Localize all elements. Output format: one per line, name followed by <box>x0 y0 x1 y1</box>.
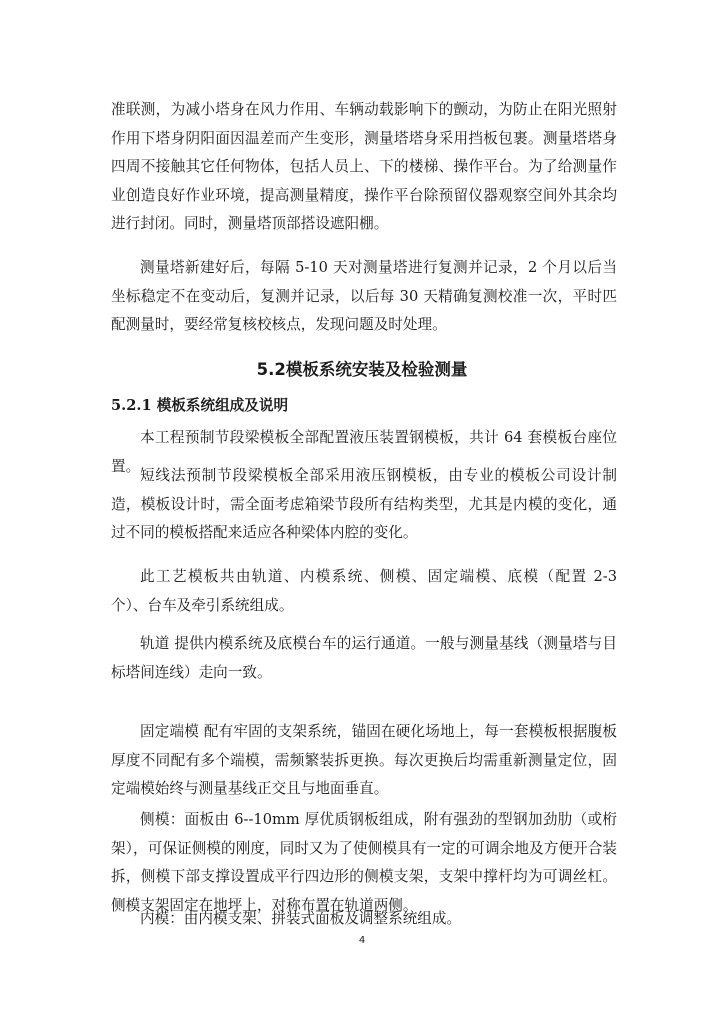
paragraph-formwork-composition: 此工艺模板共由轨道、内模系统、侧模、固定端模、底模（配置 2-3 个）、台车及牵引系统组成。 <box>111 568 617 614</box>
paragraph-side-form: 侧模：面板由 6--10mm 厚优质钢板组成，附有强劲的型钢加劲肋（或桁架），可保证侧模的刚度，同时又为了使侧模具有一定的可调余地及方便开合装拆，侧模下部支撑设置成平行四边形的侧模支架，支架中撑杆均为可调丝杠。侧模支架固定在地坪上，对称布置在轨道两侧。 <box>111 811 617 914</box>
subsection-heading: 5.2.1 模板系统组成及说明 <box>111 397 289 414</box>
paragraph-survey-tower-retest: 测量塔新建好后，每隔 5-10 天对测量塔进行复测并记录，2 个月以后当坐标稳定不在变动后，复测并记录，以后每 30 天精确复测校准一次，平时匹配测量时，要经常复核校核点，发现问题及时处理。 <box>111 259 617 333</box>
paragraph-hydraulic-formwork: 短线法预制节段梁模板全部采用液压钢模板，由专业的模板公司设计制造，模板设计时，需全面考虑箱梁节段所有结构类型，尤其是内模的变化，通过不同的模板搭配来适应各种梁体内腔的变化。 <box>111 467 617 541</box>
paragraph-formwork-count: 本工程预制节段梁模板全部配置液压装置钢模板，共计 64 套模板台座位置。 <box>111 429 617 475</box>
paragraph-survey-tower-protection: 准联测，为减小塔身在风力作用、车辆动载影响下的颤动，为防止在阳光照射作用下塔身阴阳面因温差而产生变形，测量塔塔身采用挡板包裹。测量塔塔身四周不接触其它任何物体，包括人员上、下的楼梯、操作平台。为了给测量作业创造良好作业环境，提高测量精度，操作平台除预留仪器观察空间外其余均进行封闭。同时，测量塔顶部搭设遮阳棚。 <box>111 101 617 232</box>
paragraph-track: 轨道 提供内模系统及底模台车的运行通道。一般与测量基线（测量塔与目标塔间连线）走向一致。 <box>111 635 617 681</box>
paragraph-fixed-end-form: 固定端模 配有牢固的支架系统，锚固在硬化场地上，每一套模板根据腹板厚度不同配有多个端模，需频繁装拆更换。每次更换后均需重新测量定位，固定端模始终与测量基线正交且与地面垂直。 <box>111 723 617 797</box>
page-number: 4 <box>358 935 366 946</box>
section-heading: 5.2模板系统安装及检验测量 <box>256 360 468 379</box>
paragraph-inner-form: 内模：由内模支架、拼装式面板及调整系统组成。 <box>140 910 462 927</box>
